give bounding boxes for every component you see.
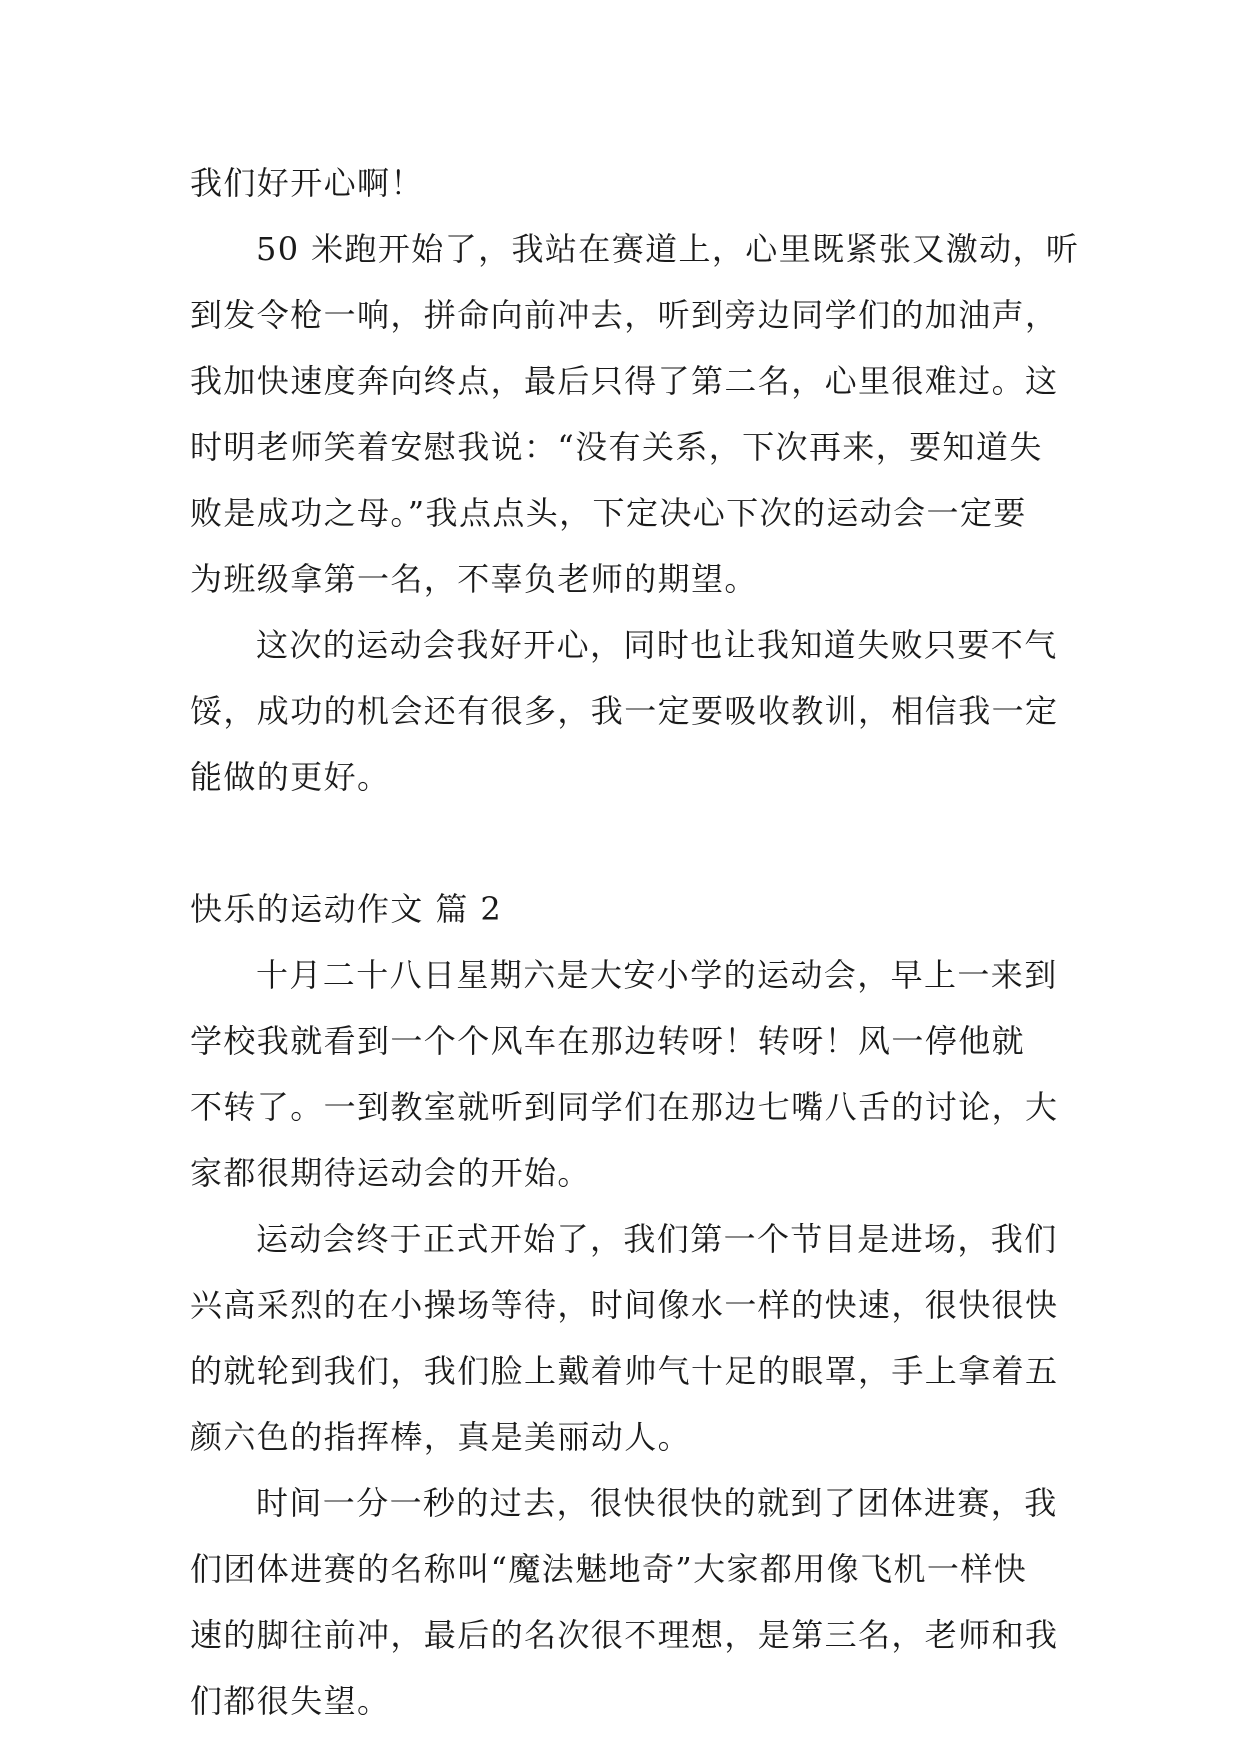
text-line: 不转了。一到教室就听到同学们在那边七嘴八舌的讨论，大	[190, 1088, 1059, 1126]
text-line: 颜六色的指挥棒，真是美丽动人。	[190, 1418, 692, 1456]
document-page	[190, 150, 1080, 1734]
text-line: 们团体进赛的名称叫“魔法魅地奇”大家都用像飞机一样快	[190, 1550, 1028, 1588]
text-line: 能做的更好。	[190, 758, 391, 796]
section-gap	[190, 810, 1070, 876]
text-line: 这次的运动会我好开心，同时也让我知道失败只要不气	[256, 626, 1058, 664]
paragraph-sports-day-intro	[190, 942, 1070, 1206]
paragraph-50m-race	[190, 216, 1080, 612]
text-line: 败是成功之母。”我点点头，下定决心下次的运动会一定要	[190, 494, 1027, 532]
text-line: 们都很失望。	[190, 1682, 391, 1720]
text-line: 我们好开心啊！	[190, 164, 424, 202]
text-line: 到发令枪一响，拼命向前冲去，听到旁边同学们的加油声，	[190, 296, 1059, 334]
text-line: 我加快速度奔向终点，最后只得了第二名，心里很难过。这	[190, 362, 1059, 400]
text-line: 为班级拿第一名，不辜负老师的期望。	[190, 560, 758, 598]
text-line: 兴高采烈的在小操场等待，时间像水一样的快速，很快很快	[190, 1286, 1059, 1324]
text-line: 速的脚往前冲，最后的名次很不理想，是第三名，老师和我	[190, 1616, 1059, 1654]
section-heading: 快乐的运动作文 篇 2	[190, 890, 503, 928]
text-line: 50 米跑开始了，我站在赛道上，心里既紧张又激动，听	[256, 230, 1080, 268]
text-line: 家都很期待运动会的开始。	[190, 1154, 591, 1192]
paragraph-reflection	[190, 612, 1070, 810]
text-line: 学校我就看到一个个风车在那边转呀！转呀！风一停他就	[190, 1022, 1026, 1060]
text-line: 的就轮到我们，我们脸上戴着帅气十足的眼罩，手上拿着五	[190, 1352, 1059, 1390]
text-line: 时明老师笑着安慰我说：“没有关系，下次再来，要知道失	[190, 428, 1043, 466]
paragraph-opening-parade	[190, 1206, 1070, 1470]
text-line: 馁，成功的机会还有很多，我一定要吸收教训，相信我一定	[190, 692, 1059, 730]
text-line: 时间一分一秒的过去，很快很快的就到了团体进赛，我	[256, 1484, 1058, 1522]
text-line: 十月二十八日星期六是大安小学的运动会，早上一来到	[256, 956, 1058, 994]
paragraph-team-race	[190, 1470, 1070, 1734]
text-line: 运动会终于正式开始了，我们第一个节目是进场，我们	[256, 1220, 1058, 1258]
